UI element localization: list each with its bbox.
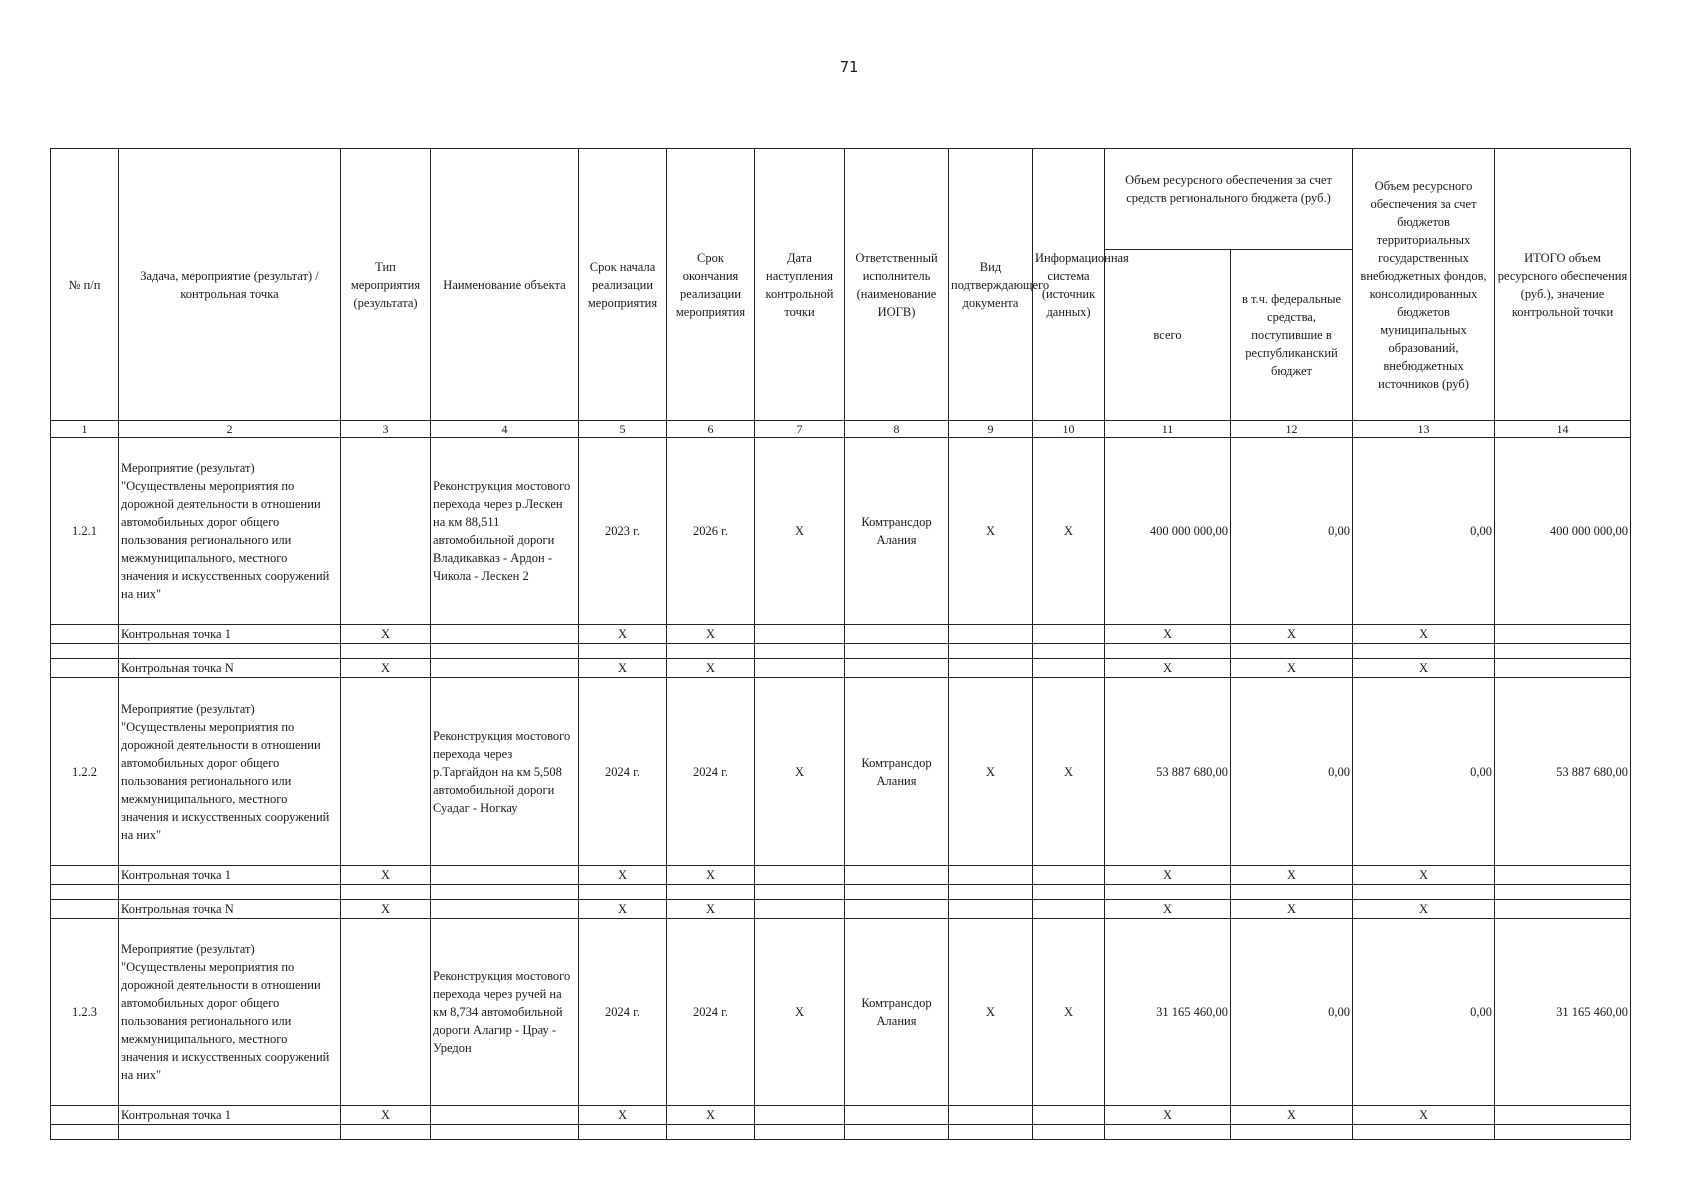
header-doc: Вид подтверждающего документа <box>949 149 1033 421</box>
cell <box>431 625 579 644</box>
cell-x: X <box>1105 900 1231 919</box>
event-type <box>341 678 431 866</box>
cell-x: X <box>579 659 667 678</box>
cell <box>949 1106 1033 1125</box>
cell-x: X <box>1353 1106 1495 1125</box>
event-total: 53 887 680,00 <box>1105 678 1231 866</box>
event-cp-date: X <box>755 438 845 625</box>
event-num: 1.2.2 <box>51 678 119 866</box>
cell <box>51 625 119 644</box>
event-doc: X <box>949 919 1033 1106</box>
cell-x: X <box>579 625 667 644</box>
cell-x: X <box>667 625 755 644</box>
event-federal: 0,00 <box>1231 438 1353 625</box>
event-itogo: 31 165 460,00 <box>1495 919 1631 1106</box>
event-end: 2026 г. <box>667 438 755 625</box>
header-executor: Ответственный исполнитель (наименование ИОГВ) <box>845 149 949 421</box>
cell <box>949 900 1033 919</box>
cell <box>845 659 949 678</box>
cell <box>949 659 1033 678</box>
event-cp-date: X <box>755 678 845 866</box>
cell-x: X <box>579 900 667 919</box>
event-other: 0,00 <box>1353 438 1495 625</box>
cell <box>845 625 949 644</box>
cell <box>431 900 579 919</box>
header-end: Срок окончания реализации мероприятия <box>667 149 755 421</box>
cell <box>1033 900 1105 919</box>
header-total: всего <box>1105 250 1231 421</box>
cell <box>755 625 845 644</box>
column-number: 12 <box>1231 421 1353 438</box>
cell <box>949 866 1033 885</box>
event-object: Реконструкция мостового перехода через ручей на км 8,734 автомобильной дороги Алагир - Црау - Уредон <box>431 919 579 1106</box>
header-other: Объем ресурсного обеспечения за счет бюджетов территориальных государственных внебюджетных фондов, консолидированных бюджетов муниципальных образований, внебюджетных источников (руб) <box>1353 149 1495 421</box>
cell-x: X <box>667 866 755 885</box>
event-start: 2024 г. <box>579 678 667 866</box>
cell <box>1033 1106 1105 1125</box>
table-row-control-point <box>51 659 1631 678</box>
header-cp-date: Дата наступления контрольной точки <box>755 149 845 421</box>
event-doc: X <box>949 678 1033 866</box>
header-federal: в т.ч. федеральные средства, поступившие в республиканский бюджет <box>1231 250 1353 421</box>
header-num: № п/п <box>51 149 119 421</box>
event-num: 1.2.3 <box>51 919 119 1106</box>
header-start: Срок начала реализации мероприятия <box>579 149 667 421</box>
cell <box>431 659 579 678</box>
table-row-blank <box>51 644 1631 659</box>
event-doc: X <box>949 438 1033 625</box>
event-executor: Комтрансдор Алания <box>845 678 949 866</box>
cell-x: X <box>1231 625 1353 644</box>
event-federal: 0,00 <box>1231 678 1353 866</box>
column-number: 8 <box>845 421 949 438</box>
cell <box>431 1106 579 1125</box>
column-number: 10 <box>1033 421 1105 438</box>
column-number: 9 <box>949 421 1033 438</box>
cell <box>1033 866 1105 885</box>
cell <box>1495 900 1631 919</box>
event-start: 2024 г. <box>579 919 667 1106</box>
column-number: 6 <box>667 421 755 438</box>
cell-x: X <box>579 1106 667 1125</box>
column-numbers-row <box>51 421 1631 438</box>
event-itogo: 53 887 680,00 <box>1495 678 1631 866</box>
cell <box>51 659 119 678</box>
table-row-control-point <box>51 1106 1631 1125</box>
event-type <box>341 919 431 1106</box>
event-executor: Комтрансдор Алания <box>845 919 949 1106</box>
column-number: 13 <box>1353 421 1495 438</box>
event-other: 0,00 <box>1353 919 1495 1106</box>
cell-x: X <box>667 659 755 678</box>
event-total: 400 000 000,00 <box>1105 438 1231 625</box>
cell <box>845 1106 949 1125</box>
cell <box>1033 659 1105 678</box>
event-title: Мероприятие (результат) "Осуществлены мероприятия по дорожной деятельности в отношении автомобильных дорог общего пользования регионального или межмуниципального, местного значения и искусственных сооружений на них" <box>119 438 341 625</box>
cell <box>755 900 845 919</box>
cell-x: X <box>1231 659 1353 678</box>
event-info: X <box>1033 438 1105 625</box>
event-end: 2024 г. <box>667 919 755 1106</box>
column-number: 3 <box>341 421 431 438</box>
cell-x: X <box>1231 1106 1353 1125</box>
column-number: 4 <box>431 421 579 438</box>
event-title: Мероприятие (результат) "Осуществлены мероприятия по дорожной деятельности в отношении автомобильных дорог общего пользования регионального или межмуниципального, местного значения и искусственных сооружений на них" <box>119 678 341 866</box>
cell-x: X <box>1231 866 1353 885</box>
header-info: Информационная система (источник данных) <box>1033 149 1105 421</box>
cell <box>755 659 845 678</box>
cell-x: X <box>667 900 755 919</box>
cell-x: X <box>1105 659 1231 678</box>
header-type: Тип мероприятия (результата) <box>341 149 431 421</box>
cell-x: X <box>341 625 431 644</box>
column-number: 14 <box>1495 421 1631 438</box>
cell <box>1495 659 1631 678</box>
resource-plan-table <box>50 148 1631 1140</box>
cell-x: X <box>1105 625 1231 644</box>
cell-x: X <box>341 1106 431 1125</box>
column-number: 2 <box>119 421 341 438</box>
cell <box>755 866 845 885</box>
event-type <box>341 438 431 625</box>
event-start: 2023 г. <box>579 438 667 625</box>
cell-x: X <box>667 1106 755 1125</box>
header-row <box>51 149 1631 250</box>
event-itogo: 400 000 000,00 <box>1495 438 1631 625</box>
header-task: Задача, мероприятие (результат) / контрольная точка <box>119 149 341 421</box>
table-row-control-point <box>51 866 1631 885</box>
header-object: Наименование объекта <box>431 149 579 421</box>
cell-x: X <box>1105 866 1231 885</box>
cell-x: X <box>1353 659 1495 678</box>
column-number: 1 <box>51 421 119 438</box>
event-object: Реконструкция мостового перехода через р.Лескен на км 88,511 автомобильной дороги Владикавказ - Ардон - Чикола - Лескен 2 <box>431 438 579 625</box>
cell <box>1495 1106 1631 1125</box>
event-total: 31 165 460,00 <box>1105 919 1231 1106</box>
table-row-blank <box>51 885 1631 900</box>
event-object: Реконструкция мостового перехода через р.Таргайдон на км 5,508 автомобильной дороги Суадаг - Ногкау <box>431 678 579 866</box>
event-federal: 0,00 <box>1231 919 1353 1106</box>
event-num: 1.2.1 <box>51 438 119 625</box>
cell <box>755 1106 845 1125</box>
cell <box>1033 625 1105 644</box>
control-point-label: Контрольная точка N <box>119 659 341 678</box>
table-row-blank <box>51 1125 1631 1140</box>
table-row-control-point <box>51 625 1631 644</box>
event-info: X <box>1033 678 1105 866</box>
table-row-event <box>51 438 1631 625</box>
table-row-event <box>51 678 1631 866</box>
cell <box>51 1106 119 1125</box>
header-itogo: ИТОГО объем ресурсного обеспечения (руб.), значение контрольной точки <box>1495 149 1631 421</box>
cell <box>1495 625 1631 644</box>
header-regional: Объем ресурсного обеспечения за счет средств регионального бюджета (руб.) <box>1105 149 1353 250</box>
event-title: Мероприятие (результат) "Осуществлены мероприятия по дорожной деятельности в отношении автомобильных дорог общего пользования регионального или межмуниципального, местного значения и искусственных сооружений на них" <box>119 919 341 1106</box>
control-point-label: Контрольная точка 1 <box>119 866 341 885</box>
cell <box>431 866 579 885</box>
cell-x: X <box>1231 900 1353 919</box>
cell <box>51 866 119 885</box>
column-number: 5 <box>579 421 667 438</box>
cell <box>949 625 1033 644</box>
cell <box>845 866 949 885</box>
control-point-label: Контрольная точка N <box>119 900 341 919</box>
table-row-event <box>51 919 1631 1106</box>
event-executor: Комтрансдор Алания <box>845 438 949 625</box>
cell-x: X <box>341 900 431 919</box>
event-end: 2024 г. <box>667 678 755 866</box>
control-point-label: Контрольная точка 1 <box>119 1106 341 1125</box>
control-point-label: Контрольная точка 1 <box>119 625 341 644</box>
table-row-control-point <box>51 900 1631 919</box>
cell <box>845 900 949 919</box>
event-cp-date: X <box>755 919 845 1106</box>
cell-x: X <box>1353 866 1495 885</box>
cell-x: X <box>579 866 667 885</box>
cell <box>1495 866 1631 885</box>
cell-x: X <box>1353 900 1495 919</box>
column-number: 7 <box>755 421 845 438</box>
page-number: 71 <box>839 58 859 76</box>
cell-x: X <box>1105 1106 1231 1125</box>
cell-x: X <box>1353 625 1495 644</box>
cell <box>51 900 119 919</box>
cell-x: X <box>341 866 431 885</box>
cell-x: X <box>341 659 431 678</box>
event-info: X <box>1033 919 1105 1106</box>
column-number: 11 <box>1105 421 1231 438</box>
event-other: 0,00 <box>1353 678 1495 866</box>
